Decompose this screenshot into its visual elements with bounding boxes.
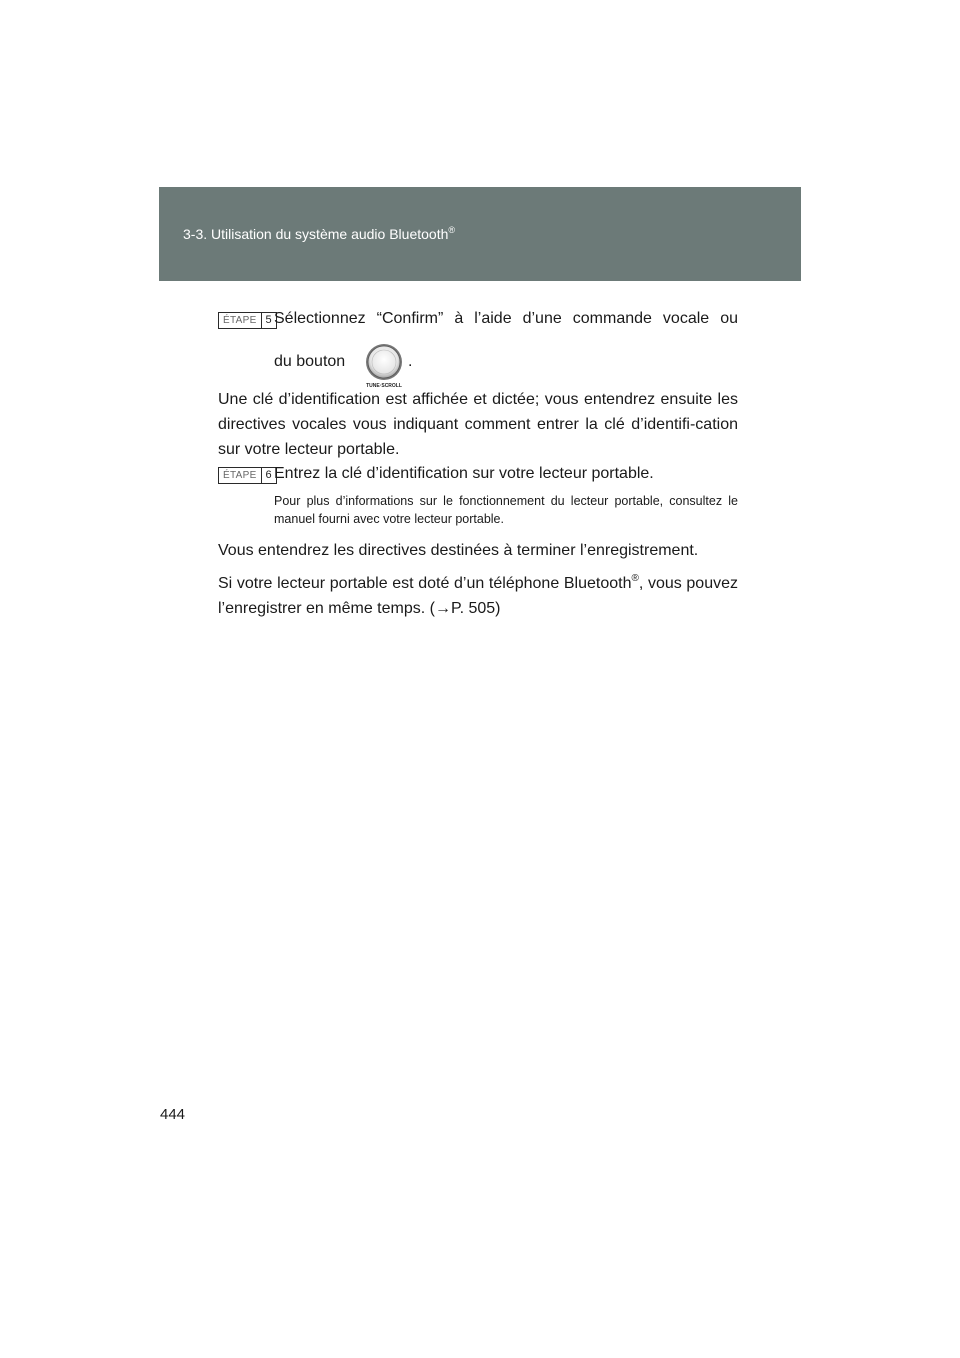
page-number: 444 xyxy=(160,1106,186,1123)
registered-mark: ® xyxy=(448,225,456,235)
arrow-right-icon: → xyxy=(434,600,451,617)
step-6-text: Entrez la clé d’identification sur votre lecteur portable. xyxy=(274,465,654,482)
step-badge: ÉTAPE 5 xyxy=(218,312,277,329)
step-6 xyxy=(218,462,738,488)
step-6-note: Pour plus d’informations sur le fonctionnement du lecteur portable, consultez le manuel fourni avec votre lecteur portable. xyxy=(274,494,738,526)
section-header-band xyxy=(159,187,801,281)
step-5 xyxy=(218,307,738,333)
tune-scroll-knob-icon xyxy=(364,343,404,389)
section-title: 3-3. Utilisation du système audio Bluetooth® xyxy=(183,225,456,242)
step-5-text: Sélectionnez “Confirm” à l’aide d’une commande vocale ou xyxy=(274,310,738,327)
svg-text:TUNE·SCROLL: TUNE·SCROLL xyxy=(366,383,402,389)
paragraph-identification-key: Une clé d’identification est affichée et dictée; vous entendrez ensuite les directives vocales vous indiquant comment entrer la clé d’identifi-cation sur votre lecteur portable. xyxy=(218,391,738,458)
step-badge: ÉTAPE 6 xyxy=(218,467,277,484)
button-prefix: du bouton xyxy=(274,353,346,370)
paragraph-registration-guidance: Vous entendrez les directives destinées à terminer l’enregistrement. xyxy=(218,542,699,559)
page-reference-link[interactable]: P. 505) xyxy=(450,600,501,617)
paragraph-bluetooth-phone: Si votre lecteur portable est doté d’un téléphone Bluetooth®, vous pouvez l’enregistrer en même temps. (→P. 505) xyxy=(218,573,738,617)
registered-mark: ® xyxy=(631,573,639,584)
